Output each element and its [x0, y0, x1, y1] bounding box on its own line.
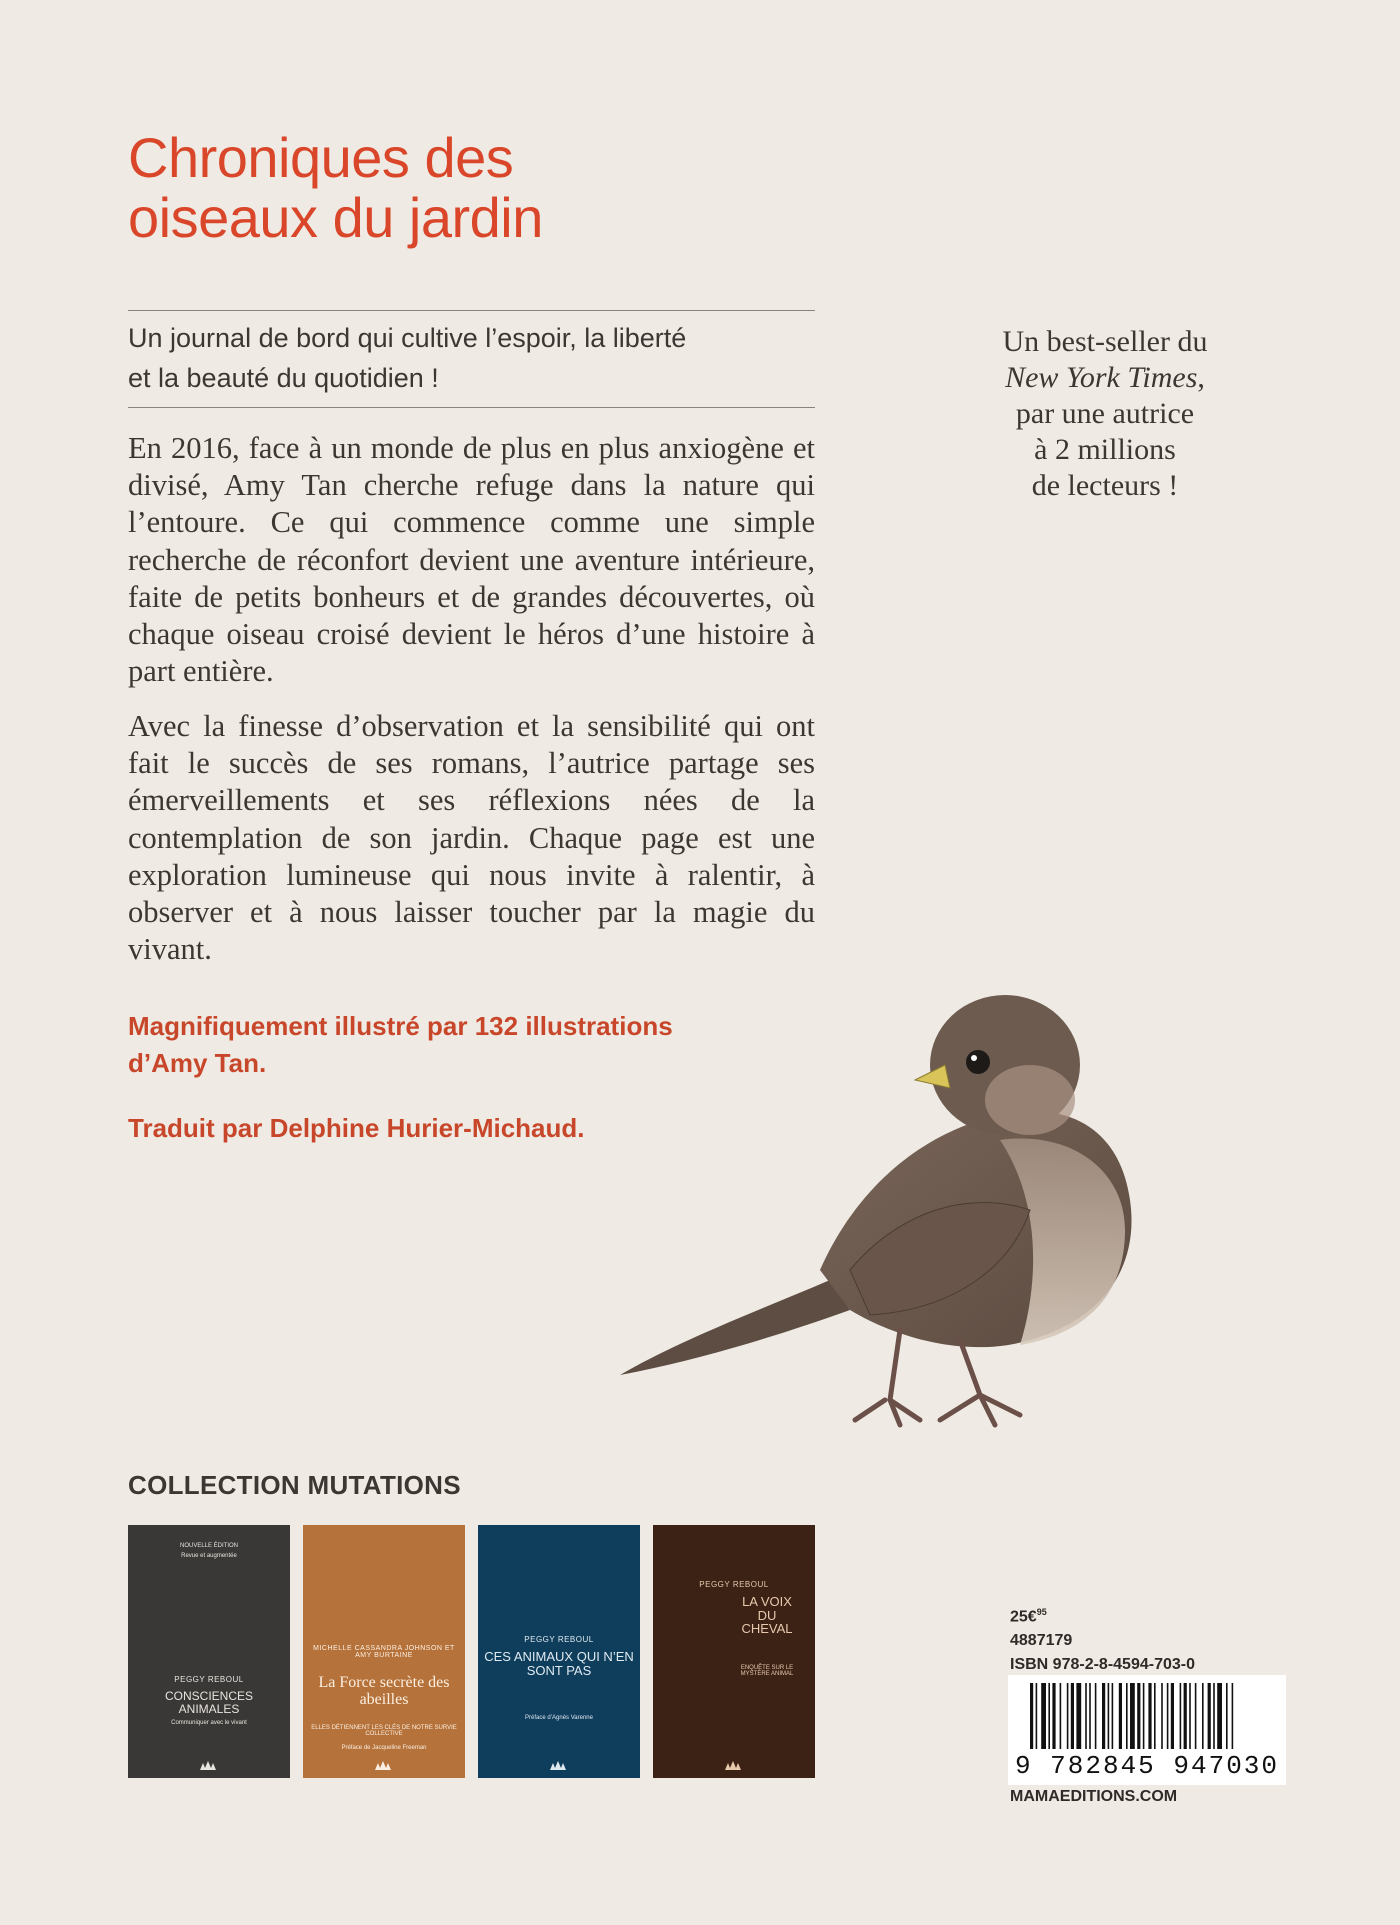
book-2-author: MICHELLE CASSANDRA JOHNSON ET AMY BURTAINE: [313, 1645, 455, 1659]
barcode-bar: [1171, 1683, 1174, 1749]
book-4-title: LA VOIX DU CHEVAL: [741, 1594, 793, 1637]
barcode-bar: [1112, 1683, 1114, 1749]
barcode-bar: [1052, 1683, 1055, 1749]
barcode-bar: [1060, 1683, 1062, 1749]
price-cents: 95: [1036, 1607, 1047, 1617]
barcode-digits: 9 782845 947030: [1014, 1751, 1280, 1781]
barcode-bar: [1126, 1683, 1128, 1749]
illustrations-note-line1: Magnifiquement illustré par 132 illustrations: [128, 1011, 673, 1041]
isbn: ISBN 978-2-8-4594-703-0: [1010, 1656, 1195, 1674]
barcode-bar: [1189, 1683, 1191, 1749]
barcode-bar: [1143, 1683, 1145, 1749]
barcode-bar: [1067, 1683, 1069, 1749]
bestseller-line5: de lecteurs !: [1031, 469, 1179, 502]
barcode-bar: [1137, 1683, 1140, 1749]
price-block: [1010, 1600, 1195, 1677]
bird-throat: [985, 1065, 1075, 1135]
divider-top: [128, 310, 815, 311]
book-4-author: PEGGY REBOUL: [699, 1580, 769, 1589]
barcode-bar: [1154, 1683, 1156, 1749]
barcode-bar: [1195, 1683, 1197, 1749]
bird-leg-front: [855, 1330, 920, 1425]
bestseller-line3: par une autrice: [1015, 397, 1195, 430]
book-2-title: La Force secrète des abeilles: [318, 1674, 450, 1708]
barcode-bar: [1202, 1683, 1204, 1749]
barcode-bar: [1226, 1683, 1228, 1749]
book-1-subtitle: Communiquer avec le vivant: [171, 1720, 247, 1726]
collection-book-4[interactable]: [653, 1525, 815, 1778]
tagline: [128, 318, 818, 398]
price-amount: 25€: [1010, 1608, 1037, 1626]
book-4-subtitle: ENQUÊTE SUR LE MYSTÈRE ANIMAL: [740, 1665, 794, 1677]
barcode: [1008, 1675, 1286, 1785]
barcode-bar: [1167, 1683, 1169, 1749]
product-code: 4887179: [1010, 1632, 1073, 1650]
publisher-website[interactable]: MAMAEDITIONS.COM: [1010, 1788, 1178, 1805]
barcode-bar: [1089, 1683, 1091, 1749]
barcode-bar: [1071, 1683, 1074, 1749]
mama-logo-icon: [200, 1761, 216, 1770]
divider-bottom: [128, 407, 815, 408]
book-2-preface: Préface de Jacqueline Freeman: [341, 1745, 427, 1751]
bestseller-line4: à 2 millions: [1034, 433, 1176, 466]
barcode-bar: [1085, 1683, 1087, 1749]
barcode-bar: [1119, 1683, 1122, 1749]
synopsis-paragraph-1: [128, 430, 815, 690]
illustrations-note-line2: d’Amy Tan.: [128, 1048, 267, 1078]
book-1-title: CONSCIENCES ANIMALES: [164, 1689, 253, 1716]
bestseller-line1: Un best-seller du: [1002, 325, 1208, 358]
tagline-line1: Un journal de bord qui cultive l’espoir, la liberté: [128, 323, 687, 353]
bird-eye: [966, 1050, 990, 1074]
book-3-preface: Préface d’Agnès Varenne: [525, 1715, 593, 1721]
bestseller-newspaper: New York Times: [1005, 361, 1198, 394]
barcode-bar: [1102, 1683, 1105, 1749]
bestseller-blurb: [930, 324, 1280, 504]
book-2-subtitle: ELLES DÉTIENNENT LES CLÉS DE NOTRE SURVIE COLLECTIVE: [311, 1725, 457, 1737]
barcode-bar: [1095, 1683, 1097, 1749]
synopsis-paragraph-1-text: En 2016, face à un monde de plus en plus anxiogène et divisé, Amy Tan cherche refuge dans la nature qui l’entoure. Ce qui commence comme une simple recherche de réconfort devient une aventure intérieure, faite de petits bonheurs et de grandes découvertes, où chaque oiseau croisé devient le héros d’une histoire à part entière.: [128, 431, 815, 689]
book-1-author: PEGGY REBOUL: [174, 1675, 244, 1684]
book-title-line1: Chroniques des: [128, 126, 514, 189]
book-3-author: PEGGY REBOUL: [524, 1635, 594, 1644]
price: [1010, 1600, 1195, 1629]
book-title: [128, 128, 828, 248]
mama-logo-icon: [375, 1761, 391, 1770]
barcode-bar: [1108, 1683, 1110, 1749]
book-title-line2: oiseaux du jardin: [128, 186, 543, 249]
barcode-bar: [1041, 1683, 1046, 1749]
barcode-bar: [1048, 1683, 1050, 1749]
barcode-bar: [1036, 1683, 1038, 1749]
barcode-bar: [1232, 1683, 1234, 1749]
barcode-bar: [1184, 1683, 1187, 1749]
collection-book-2[interactable]: [303, 1525, 465, 1778]
translator-note: Traduit par Delphine Hurier-Michaud.: [128, 1113, 585, 1143]
barcode-bar: [1130, 1683, 1135, 1749]
synopsis-paragraph-2: [128, 708, 815, 968]
bestseller-comma: ,: [1197, 361, 1205, 394]
barcode-bar: [1076, 1683, 1081, 1749]
mama-logo-icon: [550, 1761, 566, 1770]
bird-eye-highlight: [971, 1055, 977, 1061]
book-1-edition-sub: Revue et augmentée: [181, 1553, 237, 1559]
collection-title: COLLECTION MUTATIONS: [128, 1470, 461, 1500]
barcode-bar: [1161, 1683, 1163, 1749]
book-1-edition: NOUVELLE ÉDITION: [179, 1543, 238, 1549]
tagline-line2: et la beauté du quotidien !: [128, 363, 439, 393]
bird-tail: [620, 1280, 850, 1375]
barcode-bar: [1030, 1683, 1033, 1749]
synopsis-paragraph-2-text: Avec la finesse d’observation et la sensibilité qui ont fait le succès de ses romans, l’autrice partage ses émerveillements et ses réflexions nées de la contemplation de son jardin. Chaque page est une exploration lumineuse qui nous invite à ralentir, à observer et à nous laisser toucher par la magie du vivant.: [128, 709, 815, 967]
barcode-bar: [1148, 1683, 1151, 1749]
collection-book-3[interactable]: [478, 1525, 640, 1778]
bird-leg-back: [940, 1340, 1020, 1425]
collection-book-1[interactable]: [128, 1525, 290, 1778]
barcode-bar: [1213, 1683, 1215, 1749]
bird-illustration: [600, 980, 1220, 1460]
barcode-bar: [1217, 1683, 1222, 1749]
book-3-title: CES ANIMAUX QUI N’EN SONT PAS: [484, 1649, 634, 1678]
barcode-bar: [1208, 1683, 1211, 1749]
barcode-bar: [1180, 1683, 1182, 1749]
mama-logo-icon: [725, 1761, 741, 1770]
